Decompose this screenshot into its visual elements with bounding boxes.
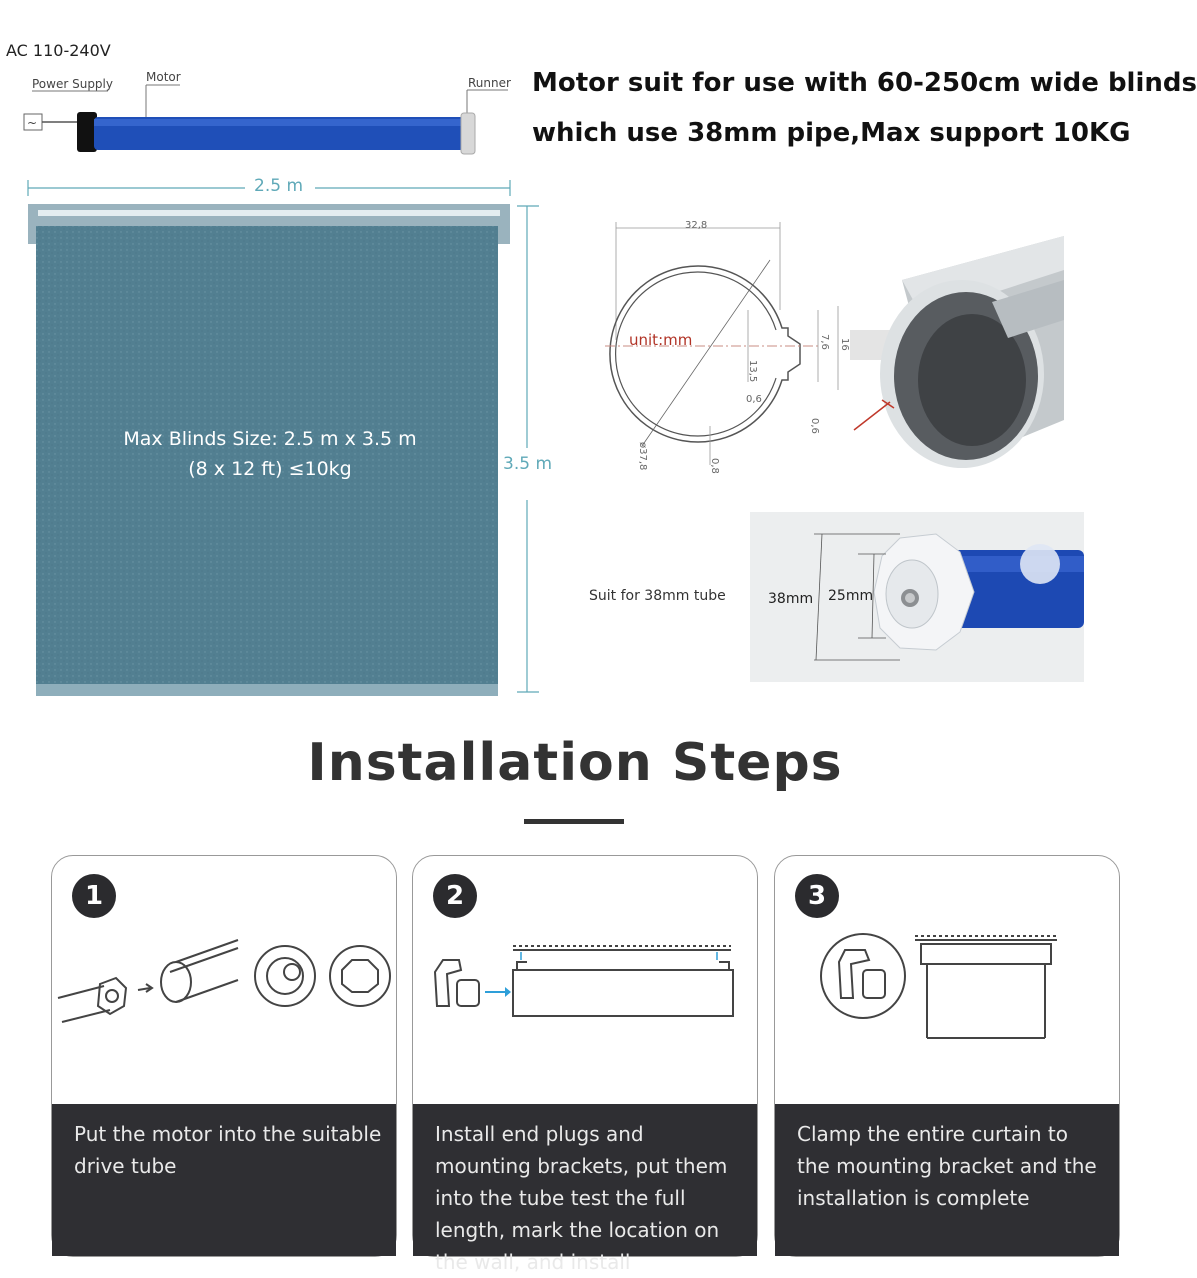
diameter-38mm-label: 38mm: [768, 591, 814, 607]
dim-16: 16: [839, 338, 850, 351]
step-2-description: Install end plugs and mounting brackets, put them into the tube test the full length, mark the location on the wall, and install: [435, 1122, 728, 1274]
max-size-text: [40, 424, 500, 484]
max-size-line-1: Max Blinds Size: 2.5 m x 3.5 m: [123, 428, 417, 450]
dim-32-8: 32,8: [685, 220, 708, 231]
title-underline: [524, 819, 624, 824]
step-card-3: [774, 855, 1120, 1257]
voltage-label: AC 110-240V: [6, 41, 111, 60]
runner-icon: [461, 113, 475, 154]
dim-0-6-b: 0,6: [809, 418, 820, 434]
dim-0-8: 0,8: [709, 458, 720, 474]
headline-line-2: which use 38mm pipe,Max support 10KG: [532, 118, 1131, 148]
step-1-description: Put the motor into the suitable drive tube: [74, 1122, 382, 1178]
suit-for-tube-label: Suit for 38mm tube: [589, 588, 726, 604]
step-1-footer: [52, 1104, 396, 1256]
blind-height-label: 3.5 m: [503, 454, 552, 474]
dim-37-8: ø37,8: [637, 442, 648, 471]
aluminium-tube-photo: [842, 230, 1072, 475]
installation-steps-title: Installation Steps: [307, 733, 843, 793]
power-supply-label: Power Supply: [32, 77, 113, 91]
step-3-illustration: [775, 926, 1119, 1106]
unit-label: unit:mm: [629, 331, 693, 349]
tubular-motor-diagram: [0, 0, 520, 170]
diameter-25mm-label: 25mm: [828, 588, 874, 604]
blind-width-label: 2.5 m: [254, 176, 303, 196]
step-2-footer: [413, 1104, 757, 1274]
step-card-1: [51, 855, 397, 1257]
bottom-rail: [36, 684, 498, 696]
step-3-description: Clamp the entire curtain to the mounting bracket and the installation is complete: [797, 1122, 1097, 1210]
step-2-illustration: [413, 926, 757, 1106]
step-1-illustration: [52, 926, 396, 1106]
dim-0-6-a: 0,6: [746, 394, 762, 405]
step-number-2: 2: [433, 874, 477, 918]
step-number-1: 1: [72, 874, 116, 918]
runner-label: Runner: [468, 76, 511, 90]
headline-line-1: Motor suit for use with 60-250cm wide blinds: [532, 68, 1197, 98]
dim-13-5: 13,5: [747, 360, 758, 383]
step-3-footer: [775, 1104, 1119, 1256]
step-card-2: [412, 855, 758, 1274]
headline: [532, 58, 1197, 158]
svg-text:~: ~: [27, 116, 38, 130]
dim-7-6: 7,6: [819, 334, 830, 350]
max-size-line-2: (8 x 12 ft) ≤10kg: [188, 458, 352, 480]
motor-label: Motor: [146, 70, 181, 84]
step-number-3: 3: [795, 874, 839, 918]
